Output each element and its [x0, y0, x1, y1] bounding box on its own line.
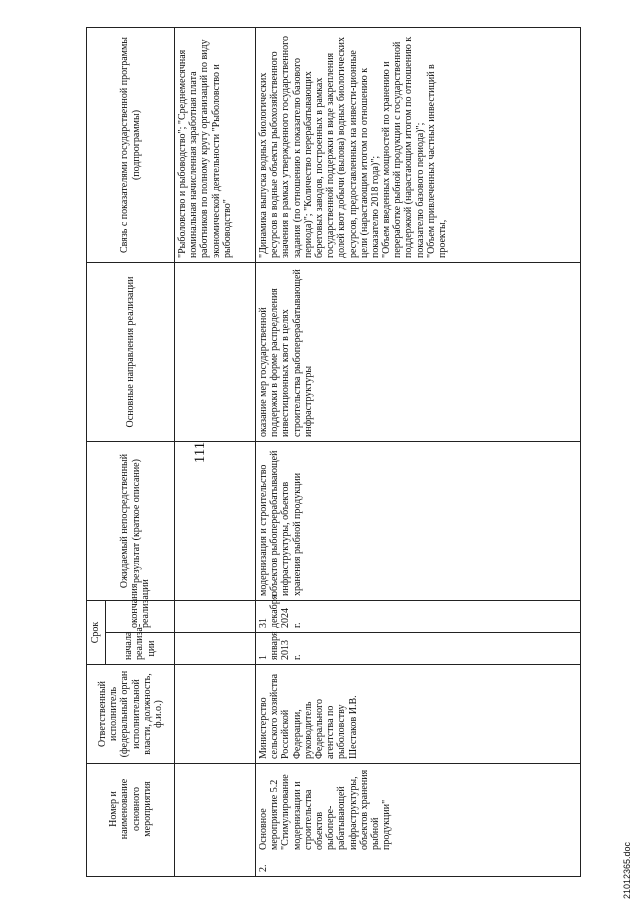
cell-empty [175, 601, 256, 633]
header-term-end: окончания реализации [106, 601, 175, 633]
cell-term-end: 31 декабря 2024 г. [256, 601, 581, 633]
page-number: 111 [192, 441, 208, 464]
cell-empty [175, 764, 256, 855]
header-result: Ожидаемый непосредственный результат (краткое описание) [87, 442, 175, 601]
cell-empty [175, 263, 256, 442]
document-footer-filename: 21012365.doc [622, 841, 632, 899]
cell-empty [175, 854, 256, 877]
header-link: Связь с показателями государственной программы (подпрограммы) [87, 28, 175, 263]
cell-empty [175, 633, 256, 665]
cell-row-number: 2. [256, 854, 581, 877]
header-number-name: Номер и наименование основного мероприятия [87, 764, 175, 855]
cell-directions: оказание мер государственной поддержки в форме распределения инвестиционных квот в целях строительства рыбоперерабатывающей инфраструктуры [256, 263, 581, 442]
header-responsible: Ответственный исполнитель (федеральный орган исполнительной власти, должность, ф.и.о.) [87, 665, 175, 764]
cell-link-continuation: "Рыболовство и рыбоводство"; "Среднемесячная номинальная начисленная заработная плата работников по полному кругу организаций по виду экономической деятельности "Рыболовство и рыбоводство" [175, 28, 256, 263]
link-paragraph: "Объем привлеченных частных инвестиций в проекты, [425, 64, 448, 258]
header-term-start: начала реализа-ции [106, 633, 175, 665]
link-paragraph: "Динамика выпуска водных биологических ресурсов в водные объекты рыбохозяйственного значения в рамках утвержденного государственного задания (по отношению к показателю базового периода)"; "Количество перерабатывающих береговых заводов, построенных в рамках государственной поддержки в виде закрепления долей квот добычи (вылова) водных биологических ресурсов, предоставленных на инвести-ционные цели (нарастающим итогом по отношению к показателю 2018 года)"; [258, 36, 381, 258]
cell-term-start: 1 января 2013 г. [256, 633, 581, 665]
header-term: Срок [87, 601, 106, 665]
table-row-measure-5-2 [256, 28, 581, 877]
cell-measure-name: Основное мероприятие 5.2 "Стимулирование модернизации и строительства объектов рыбопере-рабатывающей инфраструктуры, объектов хранения рыбной продукции" [256, 764, 581, 855]
cell-link-indicators [256, 28, 581, 263]
header-directions: Основные направления реализации [87, 263, 175, 442]
link-paragraph: "Объем введенных мощностей по хранению и переработке рыбной продукции с государственной поддержкой (нарастающим итогом по отношению к показателю базового периода)"; [381, 36, 426, 258]
cell-result: модернизация и строительство объектов рыбоперерабатывающей инфраструктуры, объектов хранения рыбной продукции [256, 442, 581, 601]
header-number-cell [87, 854, 175, 877]
table-header-row [87, 28, 106, 877]
cell-empty [175, 665, 256, 764]
measures-table [86, 27, 581, 877]
cell-responsible: Министерство сельского хозяйства Российской Федерации, руководитель Федерального агентства по рыболовству Шестаков И.В. [256, 665, 581, 764]
table-row-continuation [175, 28, 256, 877]
cell-empty [175, 442, 256, 601]
